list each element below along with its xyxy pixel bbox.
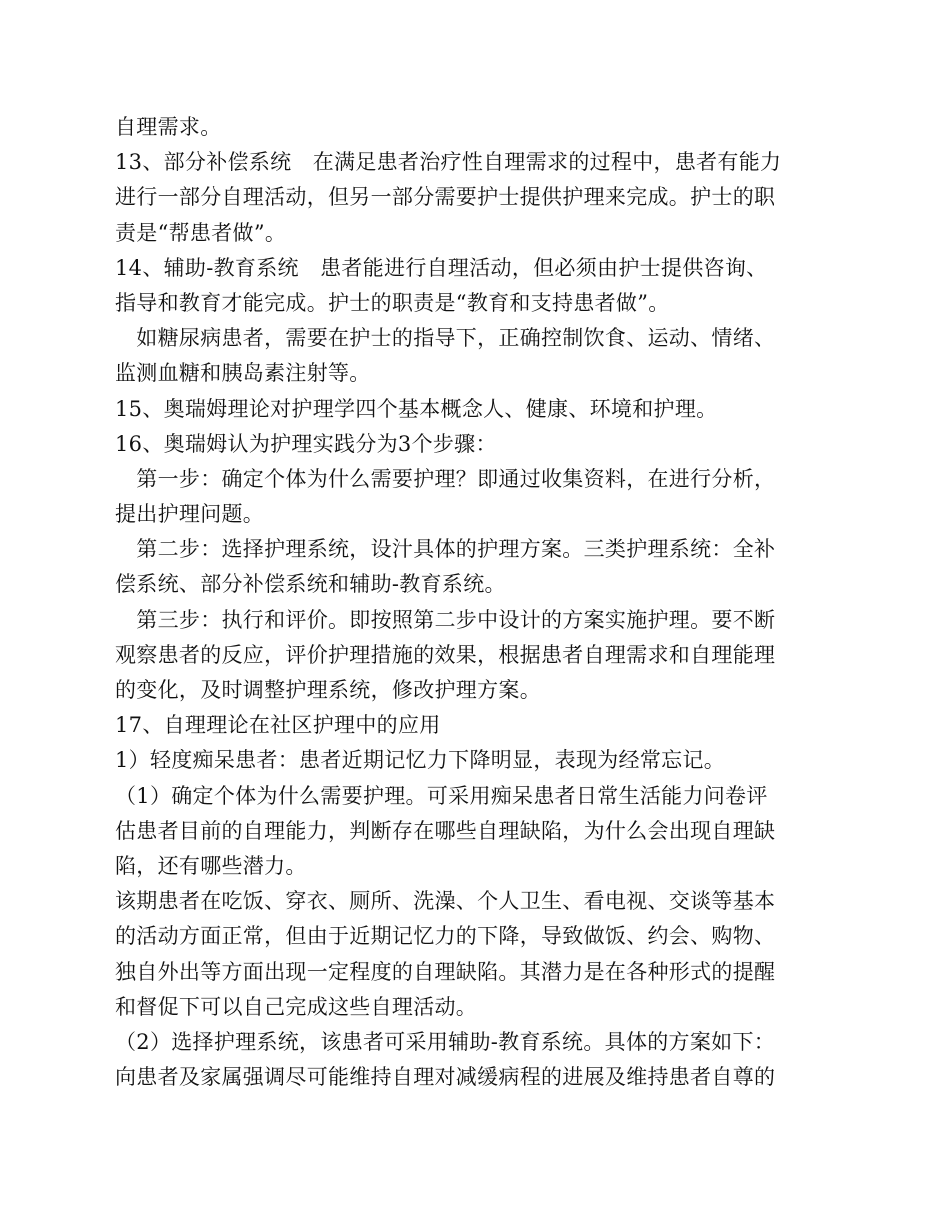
text-line: 估患者目前的自理能力，判断存在哪些自理缺陷，为什么会出现自理缺 (115, 818, 776, 843)
text-line: （1）确定个体为什么需要护理。可采用痴呆患者日常生活能力问卷评 (115, 783, 768, 808)
text-line: 自理需求。 (115, 115, 222, 139)
text-line: 第一步：确定个体为什么需要护理？即通过收集资料，在进行分析， (115, 466, 776, 491)
text-line: 第二步：选择护理系统，设汁具体的护理方案。三类护理系统：全补 (115, 537, 776, 562)
text-line: 该期患者在吃饭、穿衣、厕所、洗澡、个人卫生、看电视、交谈等基本 (115, 889, 776, 914)
text-line: 的活动方面正常，但由于近期记忆力的下降，导致做饭、约会、购物、 (115, 924, 776, 949)
text-line: 陷，还有哪些潜力。 (115, 853, 307, 878)
text-line: 的变化，及时调整护理系统，修改护理方案。 (115, 678, 541, 702)
text-line: 第三步：执行和评价。即按照第二步中设计的方案实施护理。要不断 (115, 607, 776, 632)
text-line: 提出护理问题。 (115, 502, 265, 527)
text-line: 13、部分补偿系统 在满足患者治疗性自理需求的过程中，患者有能力 (115, 150, 782, 175)
text-line: 和督促下可以自己完成这些自理活动。 (115, 994, 478, 1019)
text-line: 14、辅助-教育系统 患者能进行自理活动，但必须由护士提供咨询、 (115, 255, 768, 280)
document-body (115, 110, 837, 1095)
text-line: 进行一部分自理活动，但另一部分需要护士提供护理来完成。护士的职 (115, 185, 776, 210)
text-line: （2）选择护理系统，该患者可采用辅助-教育系统。具体的方案如下： (115, 1029, 776, 1054)
text-line: 观察患者的反应，评价护理措施的效果，根据患者自理需求和自理能理 (115, 642, 776, 667)
text-line: 如糖尿病患者，需要在护士的指导下，正确控制饮食、运动、情绪、 (115, 326, 776, 351)
text-line: 向患者及家属强调尽可能维持自理对减缓病程的进展及维持患者自尊的 (115, 1065, 776, 1090)
text-line: 17、自理理论在社区护理中的应用 (115, 713, 441, 738)
text-line: 指导和教育才能完成。护士的职责是“教育和支持患者做”。 (115, 290, 670, 315)
text-line: 1）轻度痴呆患者：患者近期记忆力下降明显，表现为经常忘记。 (115, 748, 726, 773)
text-line: 责是“帮患者做”。 (115, 220, 287, 245)
text-line: 15、奥瑞姆理论对护理学四个基本概念人、健康、环境和护理。 (115, 396, 718, 421)
text-line: 16、奥瑞姆认为护理实践分为3个步骤： (115, 431, 497, 456)
text-line: 监测血糖和胰岛素注射等。 (115, 361, 371, 386)
text-line: 偿系统、部分补偿系统和辅助-教育系统。 (115, 572, 506, 597)
text-line: 独自外出等方面出现一定程度的自理缺陷。其潜力是在各种形式的提醒 (115, 959, 776, 984)
